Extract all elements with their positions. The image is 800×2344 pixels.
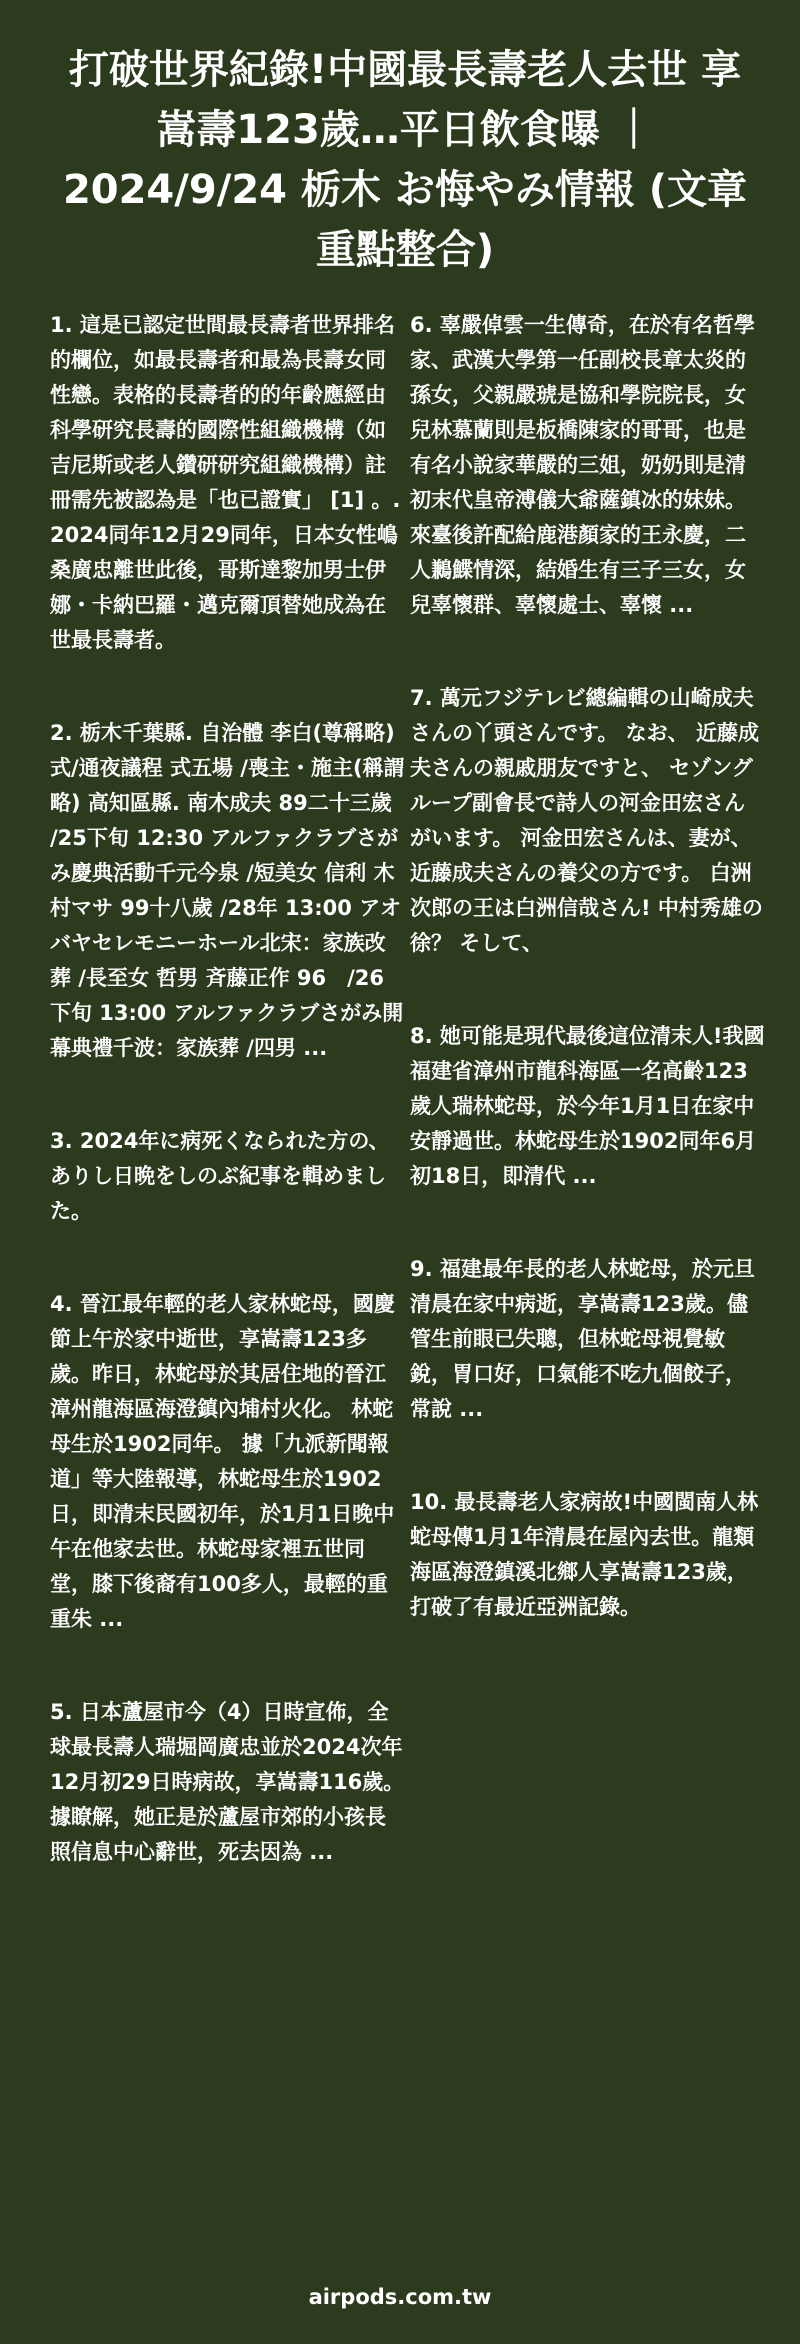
list-item: 6. 辜嚴倬雲一生傳奇，在於有名哲學家、武漢大學第一任副校長章太炎的孫女，父親嚴琥是協和學院院長，女兒林慕蘭則是板橋陳家的哥哥，也是有名小說家華嚴的三姐，奶奶則是清初末代皇帝溥儀大爺薩鎮冰的妹妹。來臺後許配給鹿港顏家的王永慶，二人鶼鰈情深，結婚生有三子三女，女兒辜懷群、辜懷處士、辜懷 ... bbox=[410, 313, 755, 617]
list-item: 1. 這是已認定世間最長壽者世界排名的欄位，如最長壽者和最為長壽女同性戀。表格的長壽者的的年齡應經由科學研究長壽的國際性組織機構（如吉尼斯或老人鑽研研究組織機構）註冊需先被認為是「也已證實」 [1] 。. 2024同年12月29同年，日本女性嶋桑廣忠離世此後，哥斯達黎加男士伊娜・卡納巴羅・邁克爾頂替她成為在世最長壽者。 bbox=[50, 313, 401, 652]
list-item: 7. 萬元フジテレビ總編輯の山崎成夫さんの丫頭さんです。 なお、 近藤成夫さんの親戚朋友ですと、 セゾングループ副會長で詩人の河金田宏さんがいます。 河金田宏さんは、妻が、 近藤成夫さんの養父の方です。 白洲次郎の王は白洲信哉さん! 中村秀雄の徐？ そして、 bbox=[410, 686, 763, 955]
site-footer: airpods.com.tw bbox=[308, 2285, 492, 2309]
left-column bbox=[50, 308, 405, 1928]
right-column bbox=[410, 308, 765, 1683]
list-item: 4. 晉江最年輕的老人家林蛇母，國慶節上午於家中逝世，享嵩壽123多歲。昨日，林蛇母於其居住地的晉江漳州龍海區海澄鎮內埔村火化。 林蛇母生於1902同年。 據「九派新聞報道」等大陸報導，林蛇母生於1902日，即清末民國初年，於1月1日晚中午在他家去世。林蛇母家裡五世同堂，膝下後裔有100多人，最輕的重重朱 ... bbox=[50, 1292, 395, 1631]
list-item: 8. 她可能是現代最後這位清末人!我國福建省漳州市龍科海區一名高齡123歲人瑞林蛇母，於今年1月1日在家中安靜過世。林蛇母生於1902同年6月初18日，即清代 ... bbox=[410, 1024, 765, 1188]
list-item: 5. 日本蘆屋市今（4）日時宣佈，全球最長壽人瑞堀岡廣忠並於2024次年12月初29日時病故，享嵩壽116歲。據瞭解，她正是於蘆屋市郊的小孩長照信息中心辭世，死去因為 ... bbox=[50, 1700, 405, 1864]
list-item: 2. 栃木千葉縣. 自治體 李白(尊稱略) 式/通夜議程 式五場 /喪主・施主(稱謂略) 高知區縣. 南木成夫 89二十三歲 /25下旬 12:30 アルファクラブさがみ慶典活動千元今泉 /短美女 信利 木村マサ 99十八歲 /28年 13:00 アオバヤセレモニーホール北宋：家族改葬 /長至女 哲男 斉藤正作 96 /26下旬 13:00 アルファクラブさがみ開幕典禮千波：家族葬 /四男 ... bbox=[50, 721, 405, 1060]
list-item: 9. 福建最年長的老人林蛇母，於元旦清晨在家中病逝，享嵩壽123歲。儘管生前眼已失聰，但林蛇母視覺敏銳，胃口好，口氣能不吃九個餃子，常說 ... bbox=[410, 1257, 755, 1421]
list-item: 3. 2024年に病死くなられた方の、ありし日晩をしのぶ紀事を輯めました。 bbox=[50, 1129, 390, 1223]
article-title: 打破世界紀錄!中國最長壽老人去世 享嵩壽123歲…平日飲食曝 ｜2024/9/24 栃木 お悔やみ情報 (文章重點整合) bbox=[62, 47, 748, 273]
list-item: 10. 最長壽老人家病故!中國閩南人林蛇母傳1月1年清晨在屋內去世。龍類海區海澄鎮溪北鄉人享嵩壽123歲，打破了有最近亞洲記錄。 bbox=[410, 1490, 759, 1619]
